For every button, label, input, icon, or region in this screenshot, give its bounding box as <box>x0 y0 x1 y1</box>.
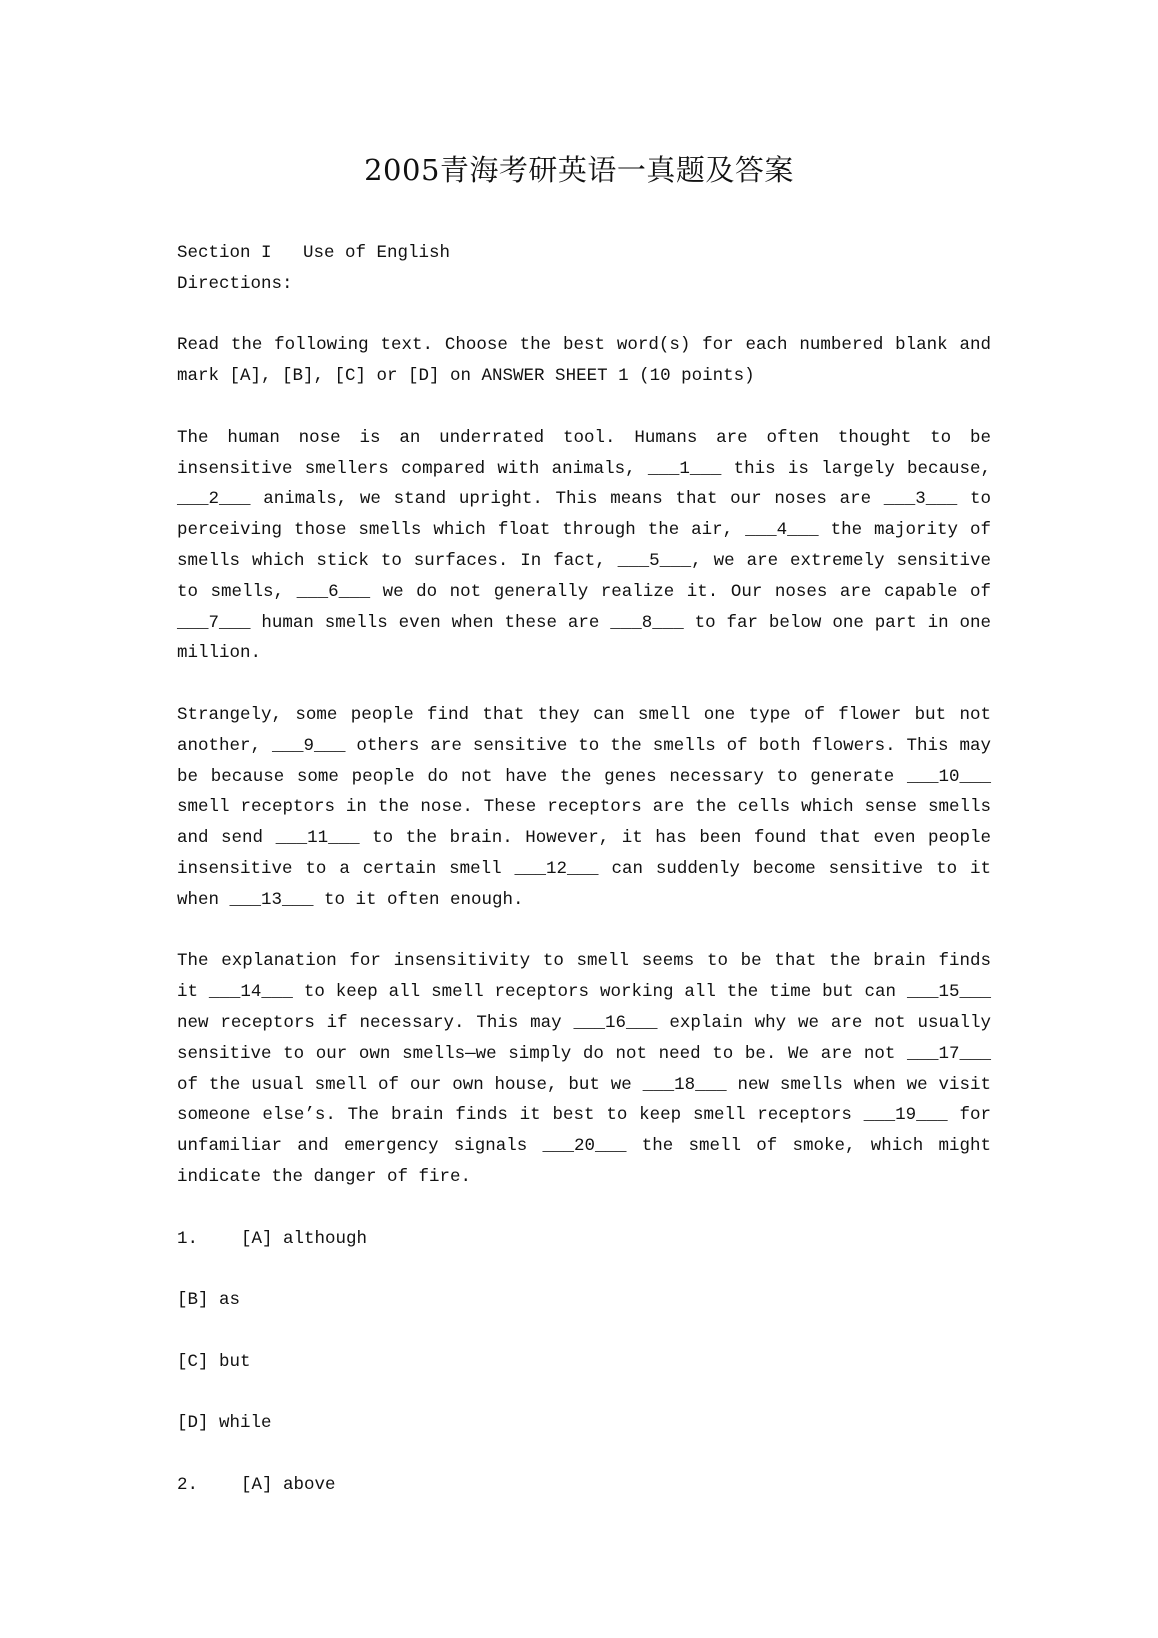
document-title: 2005青海考研英语一真题及答案 <box>364 153 794 187</box>
question-number: 2. <box>177 1474 199 1495</box>
directions-text: Read the following text. Choose the best word(s) for each numbered blank and mark [A], [B], [C] or [D] on ANSWER SHEET 1 (10 points) <box>177 335 991 387</box>
passage-paragraph: The explanation for insensitivity to smell seems to be that the brain finds it ___14___ to keep all smell receptors working all the time but can ___15___ new receptors if necessary. This may ___16___ explain why we are not usually sensitive to our own smells—we simply do not need to be. We are not ___17___ of the usual smell of our own house, but we ___18___ new smells when we visit someone else’s. The brain finds it best to keep smell receptors ___19___ for unfamiliar and emergency signals ___20___ the smell of smoke, which might indicate the danger of fire. <box>177 951 991 1187</box>
directions-label: Directions: <box>177 273 293 294</box>
option-c: [C] but <box>177 1351 251 1372</box>
option-d: [D] while <box>177 1413 272 1434</box>
passage-paragraph: Strangely, some people find that they can smell one type of flower but not another, ___9___ others are sensitive to the smells of both flowers. This may be because some people do not have the genes necessary to generate ___10___ smell receptors in the nose. These receptors are the cells which sense smells and send ___11___ to the brain. However, it has been found that even people insensitive to a certain smell ___12___ can suddenly become sensitive to it when ___13___ to it often enough. <box>177 704 991 910</box>
option-a: [A] although <box>241 1228 368 1249</box>
passage-paragraph: The human nose is an underrated tool. Humans are often thought to be insensitive smellers compared with animals, ___1___ this is largely because, ___2___ animals, we stand upright. This means that our noses are ___3___ to perceiving those smells which float through the air, ___4___ the majority of smells which stick to surfaces. In fact, ___5___, we are extremely sensitive to smells, ___6___ we do not generally realize it. Our noses are capable of ___7___ human smells even when these are ___8___ to far below one part in one million. <box>177 427 991 664</box>
document-body <box>177 238 991 1501</box>
question-1 <box>177 1224 991 1255</box>
question-number: 1. <box>177 1228 199 1249</box>
option-b: [B] as <box>177 1290 241 1311</box>
section-heading: Section I Use of English <box>177 243 451 263</box>
question-2 <box>177 1470 991 1501</box>
option-a: [A] above <box>241 1474 336 1495</box>
